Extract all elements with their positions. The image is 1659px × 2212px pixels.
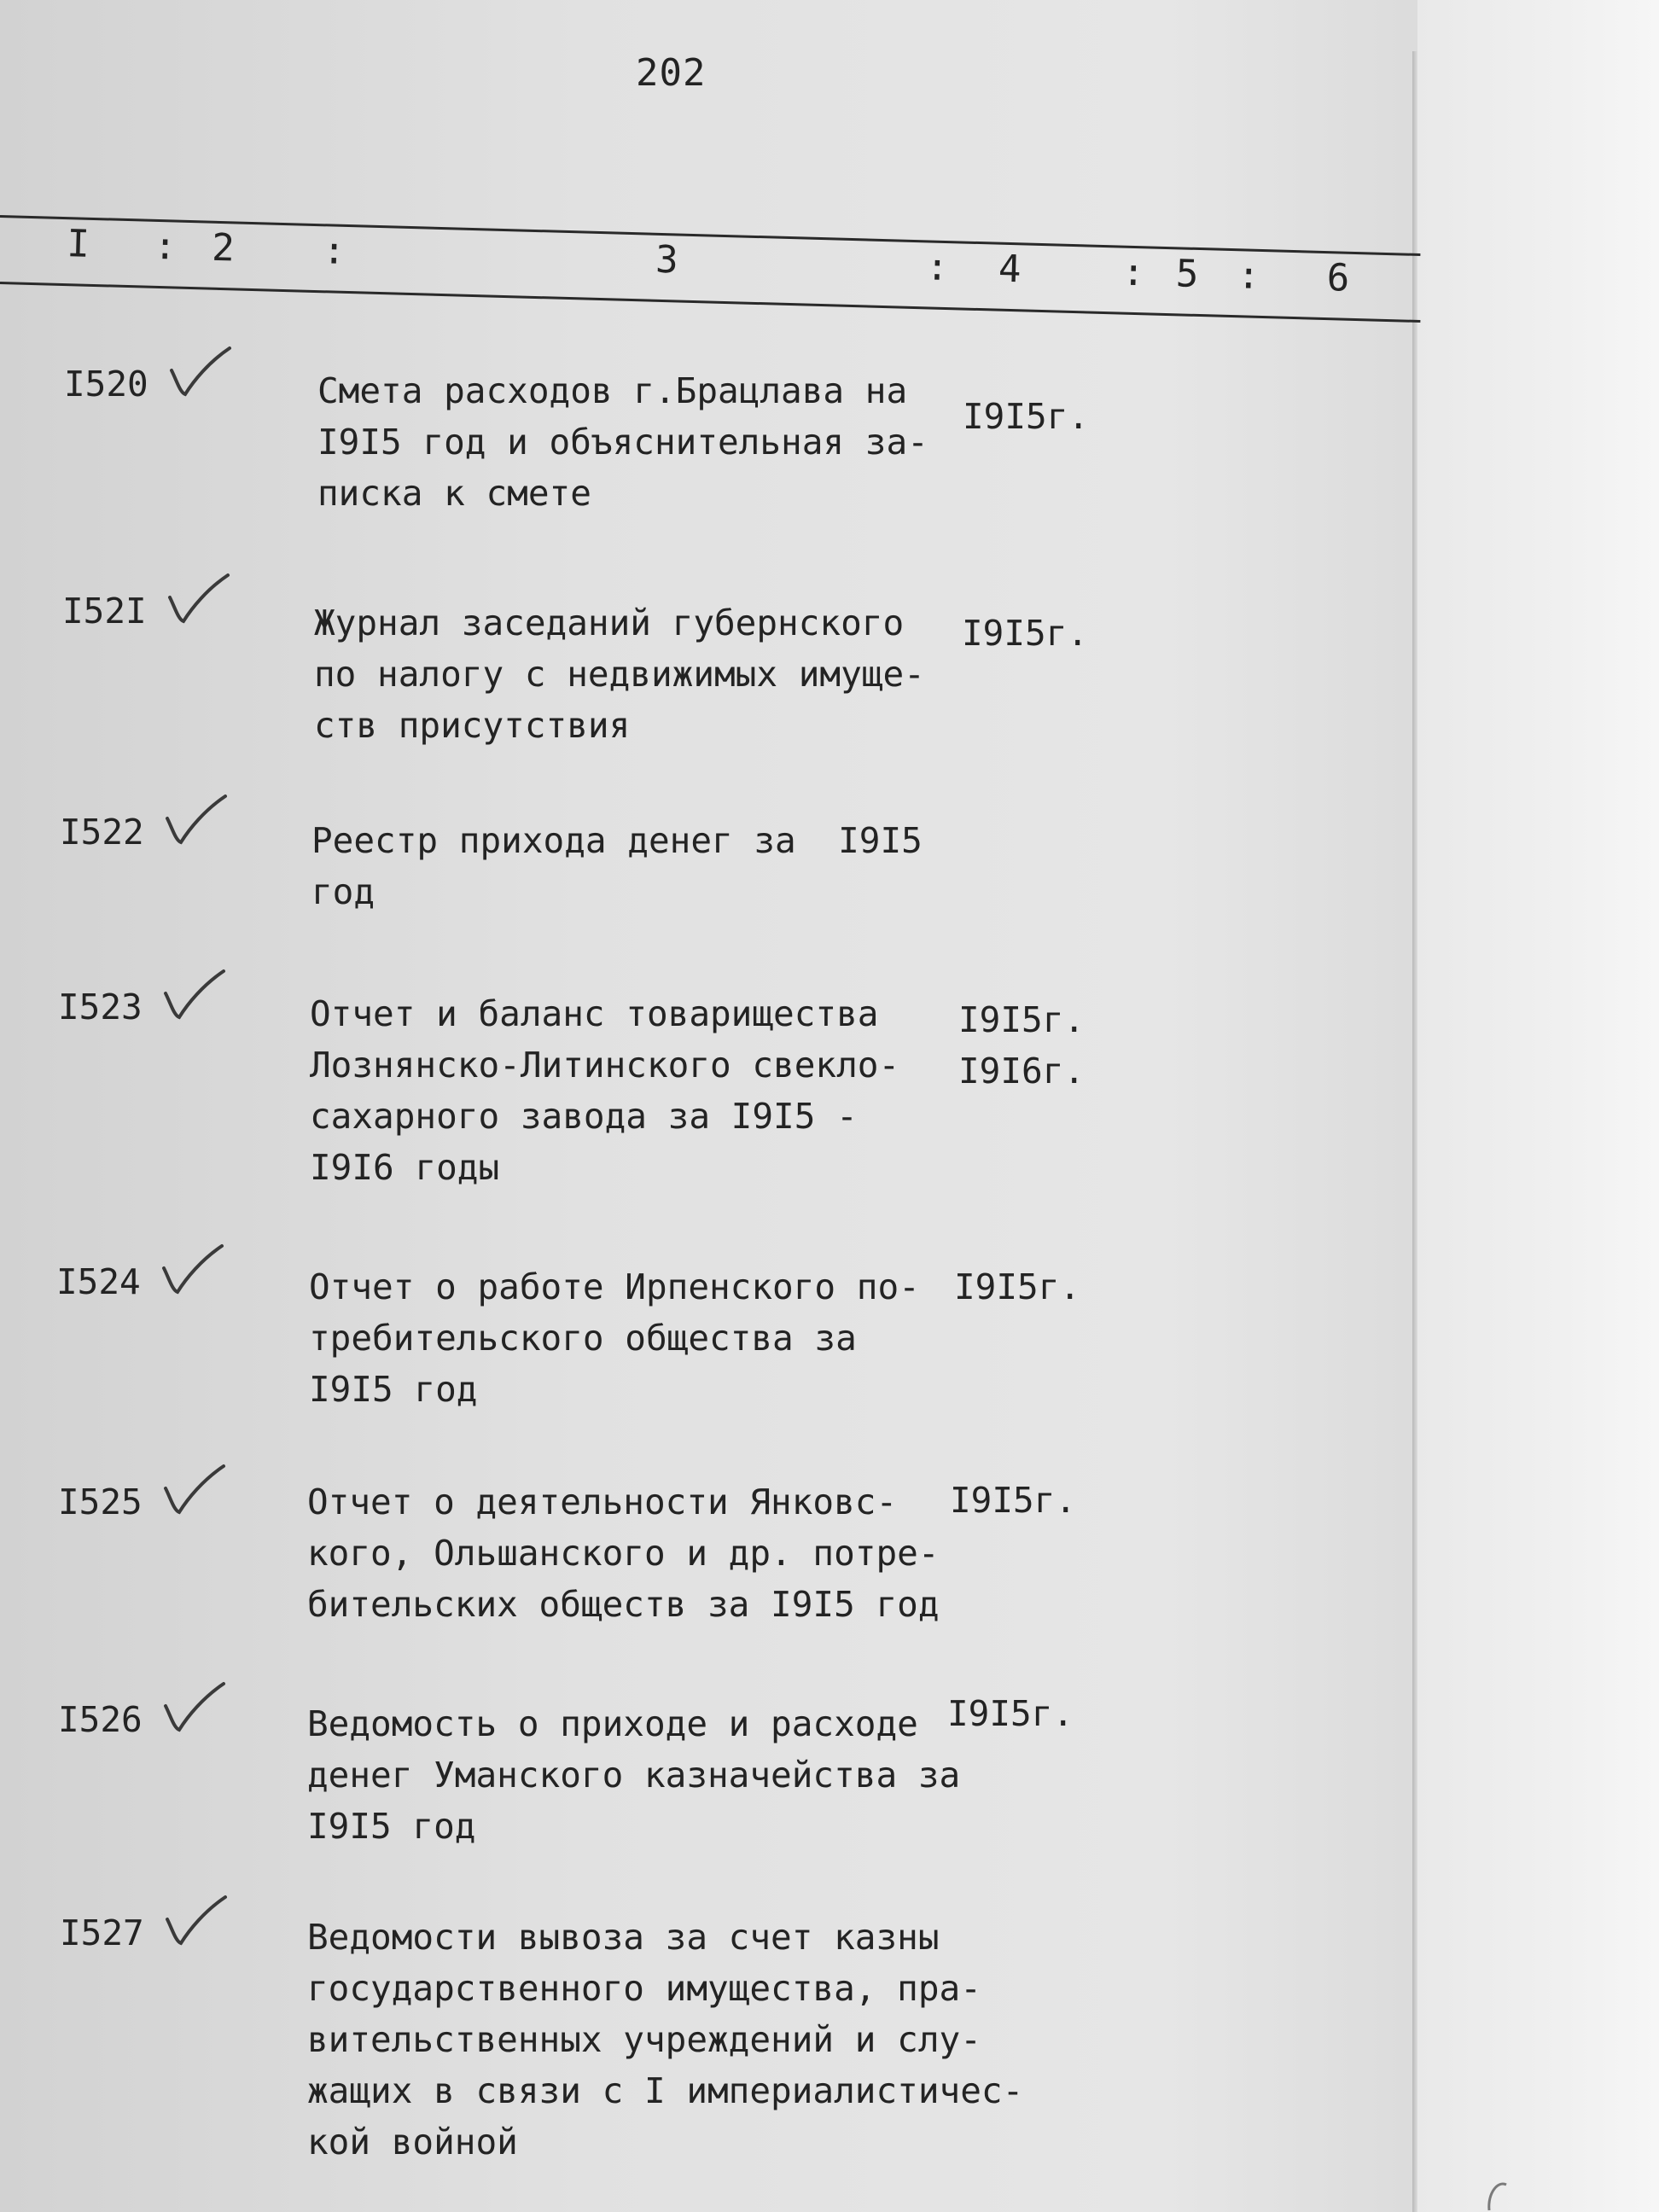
checkmark-icon: [157, 1241, 225, 1301]
entry-date: I9I5г.: [947, 1693, 1074, 1734]
checkmark-icon: [163, 570, 231, 630]
entry-dates: [954, 1261, 1080, 1313]
entry-description-line: Отчет и баланс товарищества: [310, 993, 879, 1034]
entry-description-line: I9I5 год и объяснительная за-: [317, 422, 928, 463]
pencil-mark-trace: [1472, 2159, 1523, 2212]
entry-date: I9I5г.: [962, 613, 1089, 654]
entry-description-line: сахарного завода за I9I5 -: [310, 1096, 858, 1137]
entry-dates: [958, 994, 1085, 1097]
entry-description-line: I9I5 год: [309, 1369, 478, 1410]
entry-number-text: I523: [58, 987, 143, 1027]
entry-description-line: Лознянско-Литинского свекло-: [310, 1045, 900, 1086]
entry-date: I9I6г.: [958, 1051, 1086, 1091]
entry-description-line: Реестр прихода денег за I9I5: [311, 820, 923, 861]
entry-date: I9I5г.: [954, 1266, 1081, 1307]
entry-number-text: I524: [56, 1261, 141, 1302]
entry-dates: [962, 608, 1088, 659]
checkmark-icon: [159, 966, 227, 1026]
entry-description: [307, 1698, 960, 1852]
entry-number-text: I527: [60, 1912, 144, 1953]
checkmark-icon: [159, 1679, 227, 1738]
entry-description: [310, 988, 899, 1193]
header-col-5: 5: [1175, 252, 1200, 296]
entry-description-line: Ведомость о приходе и расходе: [307, 1703, 918, 1744]
entry-description-line: кого, Ольшанского и др. потре-: [307, 1533, 940, 1574]
entry-description-line: государственного имущества, пра-: [307, 1968, 981, 2009]
checkmark-icon: [160, 791, 229, 851]
entry-description-line: Отчет о деятельности Янковс-: [307, 1481, 898, 1522]
entry-date: I9I5г.: [958, 999, 1086, 1040]
entry-dates: [963, 391, 1089, 442]
entry-dates: [947, 1688, 1074, 1739]
entry-description-line: жащих в связи с I империалистичес-: [307, 2070, 1024, 2111]
checkmark-icon: [160, 1892, 229, 1952]
entry-number-text: I52I: [62, 591, 147, 632]
checkmark-icon: [159, 1461, 227, 1521]
entry-description-line: I9I5 год: [307, 1806, 476, 1847]
header-col-4: 4: [998, 247, 1022, 292]
entry-number-text: I526: [58, 1699, 143, 1740]
header-col-1: I: [66, 222, 90, 266]
entry-description: [309, 1261, 920, 1415]
entry-description-line: Смета расходов г.Брацлава на: [317, 370, 908, 411]
page-number: 202: [636, 51, 707, 95]
entry-description-line: бительских обществ за I9I5 год: [307, 1584, 940, 1625]
entry-date: I9I5г.: [950, 1480, 1077, 1521]
entry-description-line: Отчет о работе Ирпенского по-: [309, 1266, 920, 1307]
entry-description: [317, 365, 928, 519]
entry-number-text: I522: [60, 812, 144, 853]
entry-description-line: год: [311, 871, 375, 912]
header-separator: :: [1237, 253, 1261, 298]
entry-description: [311, 815, 923, 917]
entry-description: [307, 1912, 1023, 2168]
entry-description-line: вительственных учреждений и слу-: [307, 2019, 981, 2060]
entry-description-line: писка к смете: [317, 473, 591, 514]
header-separator: :: [1121, 250, 1146, 295]
sheet-edge: [1412, 51, 1417, 2212]
header-separator: :: [925, 245, 950, 290]
header-separator: :: [322, 229, 346, 273]
header-separator: :: [153, 224, 178, 269]
checkmark-icon: [165, 343, 233, 403]
entry-description-line: кой войной: [307, 2122, 518, 2163]
header-col-3: 3: [655, 237, 679, 282]
header-col-6: 6: [1326, 256, 1351, 300]
entry-number-text: I520: [64, 364, 148, 405]
entry-description-line: денег Уманского казначейства за: [307, 1755, 961, 1796]
entry-description-line: I9I6 годы: [310, 1147, 500, 1188]
entry-description-line: требительского общества за: [309, 1318, 857, 1359]
entry-description: [314, 597, 925, 751]
entry-description-line: по налогу с недвижимых имуще-: [314, 654, 925, 695]
adjacent-paper: [1417, 0, 1659, 2212]
entry-description-line: Ведомости вывоза за счет казны: [307, 1917, 940, 1958]
entry-number-text: I525: [58, 1481, 143, 1522]
entry-dates: [950, 1475, 1076, 1526]
entry-description: [307, 1476, 940, 1630]
entry-description-line: Журнал заседаний губернского: [314, 602, 905, 643]
entry-description-line: ств присутствия: [314, 705, 631, 746]
header-col-2: 2: [211, 225, 236, 271]
entry-date: I9I5г.: [963, 396, 1090, 437]
